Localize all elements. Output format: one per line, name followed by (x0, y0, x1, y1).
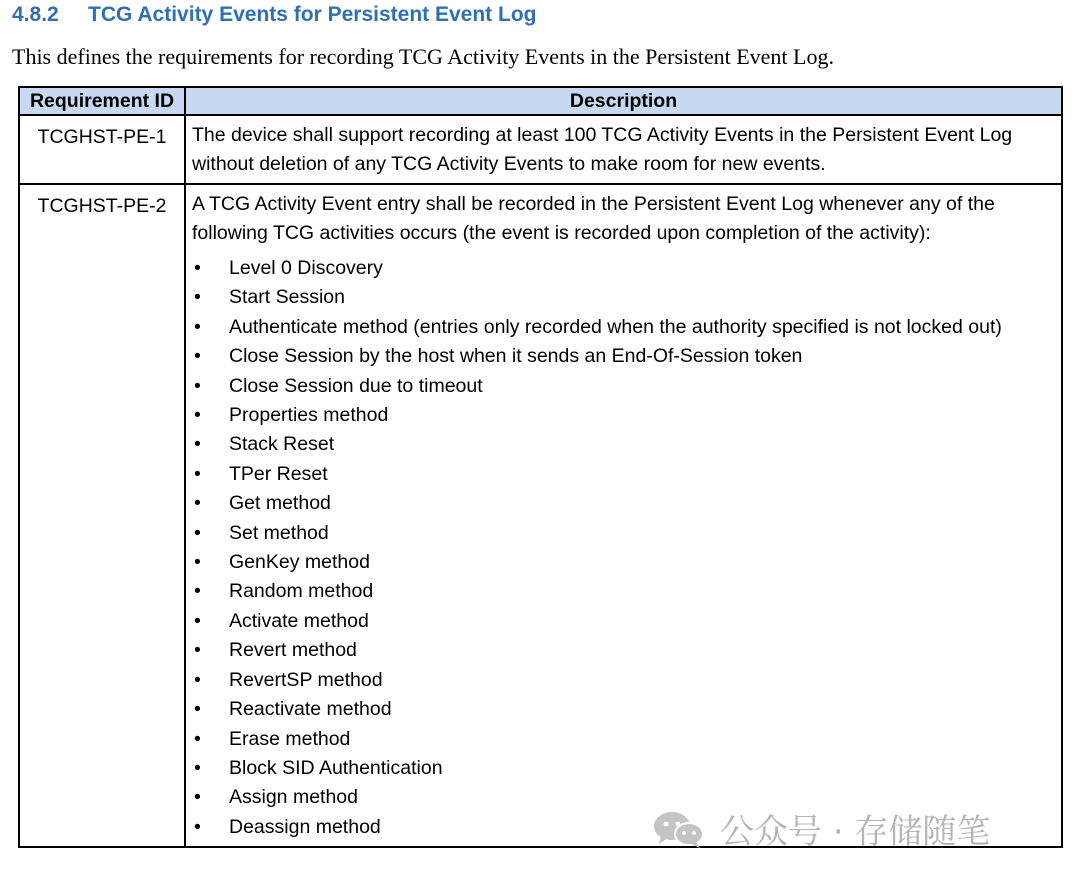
watermark (652, 804, 990, 853)
list-item: • Stack Reset (192, 430, 1055, 459)
list-item: • Start Session (192, 283, 1055, 312)
requirements-table (18, 86, 1063, 848)
list-item: • Random method (192, 577, 1055, 606)
list-item: • Block SID Authentication (192, 754, 1055, 783)
list-item: • Revert method (192, 636, 1055, 665)
list-item: • Properties method (192, 401, 1055, 430)
requirement-id-cell: TCGHST-PE-1 (19, 115, 185, 184)
list-item: • Get method (192, 489, 1055, 518)
list-item: • RevertSP method (192, 666, 1055, 695)
list-item: • Set method (192, 519, 1055, 548)
list-item: • Activate method (192, 607, 1055, 636)
table-row (19, 115, 1062, 184)
section-number: 4.8.2 (12, 3, 59, 26)
header-requirement-id: Requirement ID (19, 87, 185, 115)
list-item: • Assign method (192, 783, 1055, 812)
list-item: • Authenticate method (entries only recorded when the authority specified is not locked out) (192, 313, 1055, 342)
description-text: A TCG Activity Event entry shall be recorded in the Persistent Event Log whenever any of the following TCG activities occurs (the event is recorded upon completion of the activity): (192, 193, 995, 244)
header-description: Description (185, 87, 1062, 115)
section-heading (12, 3, 537, 27)
list-item: • Level 0 Discovery (192, 254, 1055, 283)
table-row (19, 184, 1062, 847)
list-item: • Erase method (192, 725, 1055, 754)
wechat-icon (652, 809, 706, 849)
section-title: TCG Activity Events for Persistent Event Log (88, 3, 537, 26)
list-item: • Reactivate method (192, 695, 1055, 724)
requirement-id-cell: TCGHST-PE-2 (19, 184, 185, 847)
activity-list (192, 254, 1055, 842)
table-header-row (19, 87, 1062, 115)
list-item: • Deassign method (192, 813, 1055, 842)
description-cell (185, 184, 1062, 847)
list-item: • Close Session by the host when it sends an End-Of-Session token (192, 342, 1055, 371)
list-item: • Close Session due to timeout (192, 372, 1055, 401)
list-item: • GenKey method (192, 548, 1055, 577)
description-cell: The device shall support recording at least 100 TCG Activity Events in the Persistent Event Log without deletion of any TCG Activity Events to make room for new events. (185, 115, 1062, 184)
watermark-text: 公众号 · 存储随笔 (720, 812, 991, 852)
list-item: • TPer Reset (192, 460, 1055, 489)
intro-paragraph: This defines the requirements for recording TCG Activity Events in the Persistent Event Log. (12, 44, 834, 69)
